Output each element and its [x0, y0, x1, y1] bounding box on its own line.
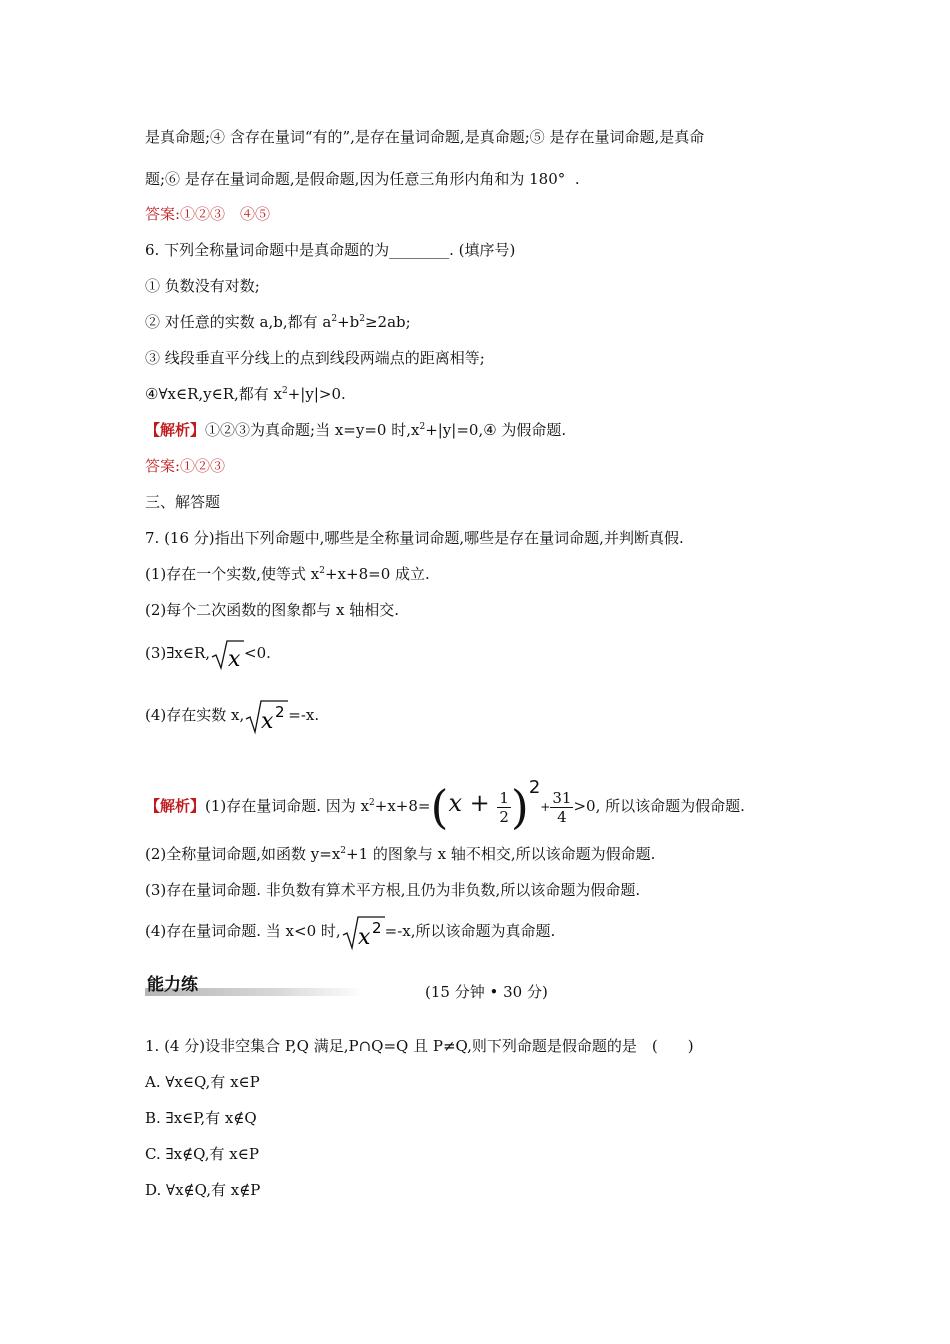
ability-section-header [145, 970, 365, 996]
text-line: 是真命题;④ 含存在量词“有的”,是存在量词命题,是真命题;⑤ 是存在量词命题,是真命 [145, 128, 705, 146]
question-6-answer: 答案:①②③ [145, 457, 226, 475]
question-7-analysis: (4)存在量词命题. 当 x<0 时, x 2 =-x,所以该命题为真命题. [145, 912, 555, 951]
question-7-analysis: 【解析】(1)存在量词命题. 因为 $x^2+x+8=(x$ + $\frac{1}{2}$ )2+ $\frac{31}{4}$ >0, 所以该命题为假命题. [145, 777, 745, 834]
option-b: B. ∃x∈P,有 x∉Q [145, 1109, 257, 1127]
sqrt-symbol [341, 913, 385, 951]
sqrt-symbol [210, 637, 244, 671]
right-paren: ) [510, 780, 529, 834]
svg-text:2: 2 [275, 703, 285, 721]
question-6-analysis: 【解析】①②③为真命题;当 x=y=0 时$,x^2+|y|=0,④$ 为假命题. [145, 421, 567, 439]
question-1-stem: 1. (4 分)设非空集合 P,Q 满足,P∩Q=Q 且 P≠Q,则下列命题是假命题的是 ( ) [145, 1037, 694, 1055]
fraction: $\frac{31}{4}$ [552, 788, 572, 826]
question-6-stem: 6. 下列全称量词命题中是真命题的为________. (填序号) [145, 241, 516, 259]
svg-text:x: x [357, 925, 371, 950]
question-7-part: (2)每个二次函数的图象都与 x 轴相交. [145, 601, 400, 619]
sqrt-symbol [244, 697, 288, 735]
left-paren: ( [430, 780, 449, 834]
text-line: 题;⑥ 是存在量词命题,是假命题,因为任意三角形内角和为 180° . [145, 170, 580, 188]
question-6-option: ② 对任意的实数 a,b,都有 $a^2+b^2\ge 2ab$; [145, 313, 411, 331]
section-time: (15 分钟 • 30 分) [425, 983, 548, 1001]
option-d: D. ∀x∉Q,有 x∉P [145, 1181, 261, 1199]
question-7-analysis: (2)全称量词命题,如函数 $y=x^2+1$ 的图象与 x 轴不相交,所以该命题为假命题. [145, 845, 656, 863]
question-7-part: (3)∃x∈R, x <0. [145, 636, 271, 671]
question-7-part: (1)存在一个实数,使等式 $x^2+x+8=0$ 成立. [145, 565, 430, 583]
answer-line: 答案:①②③ ④⑤ [145, 205, 271, 223]
question-6-option: ① 负数没有对数; [145, 277, 260, 295]
question-6-option: ④∀x∈R,y∈R,都有 $x^2+|y|>0$. [145, 385, 346, 403]
question-7-stem: 7. (16 分)指出下列命题中,哪些是全称量词命题,哪些是存在量词命题,并判断真假. [145, 529, 684, 547]
question-7-analysis: (3)存在量词命题. 非负数有算术平方根,且仍为非负数,所以该命题为假命题. [145, 881, 641, 899]
fraction: $\frac{1}{2}$ [499, 788, 509, 826]
option-a: A. ∀x∈Q,有 x∈P [145, 1073, 260, 1091]
svg-text:x: x [228, 647, 241, 671]
question-7-part: (4)存在实数 x, x 2 =-x. [145, 696, 319, 735]
section-title: 能力练 [147, 975, 198, 995]
svg-text:2: 2 [371, 919, 382, 937]
option-c: C. ∃x∉Q,有 x∈P [145, 1145, 259, 1163]
section-heading: 三、解答题 [145, 493, 221, 511]
svg-text:x: x [261, 709, 274, 734]
question-6-option: ③ 线段垂直平分线上的点到线段两端点的距离相等; [145, 349, 485, 367]
